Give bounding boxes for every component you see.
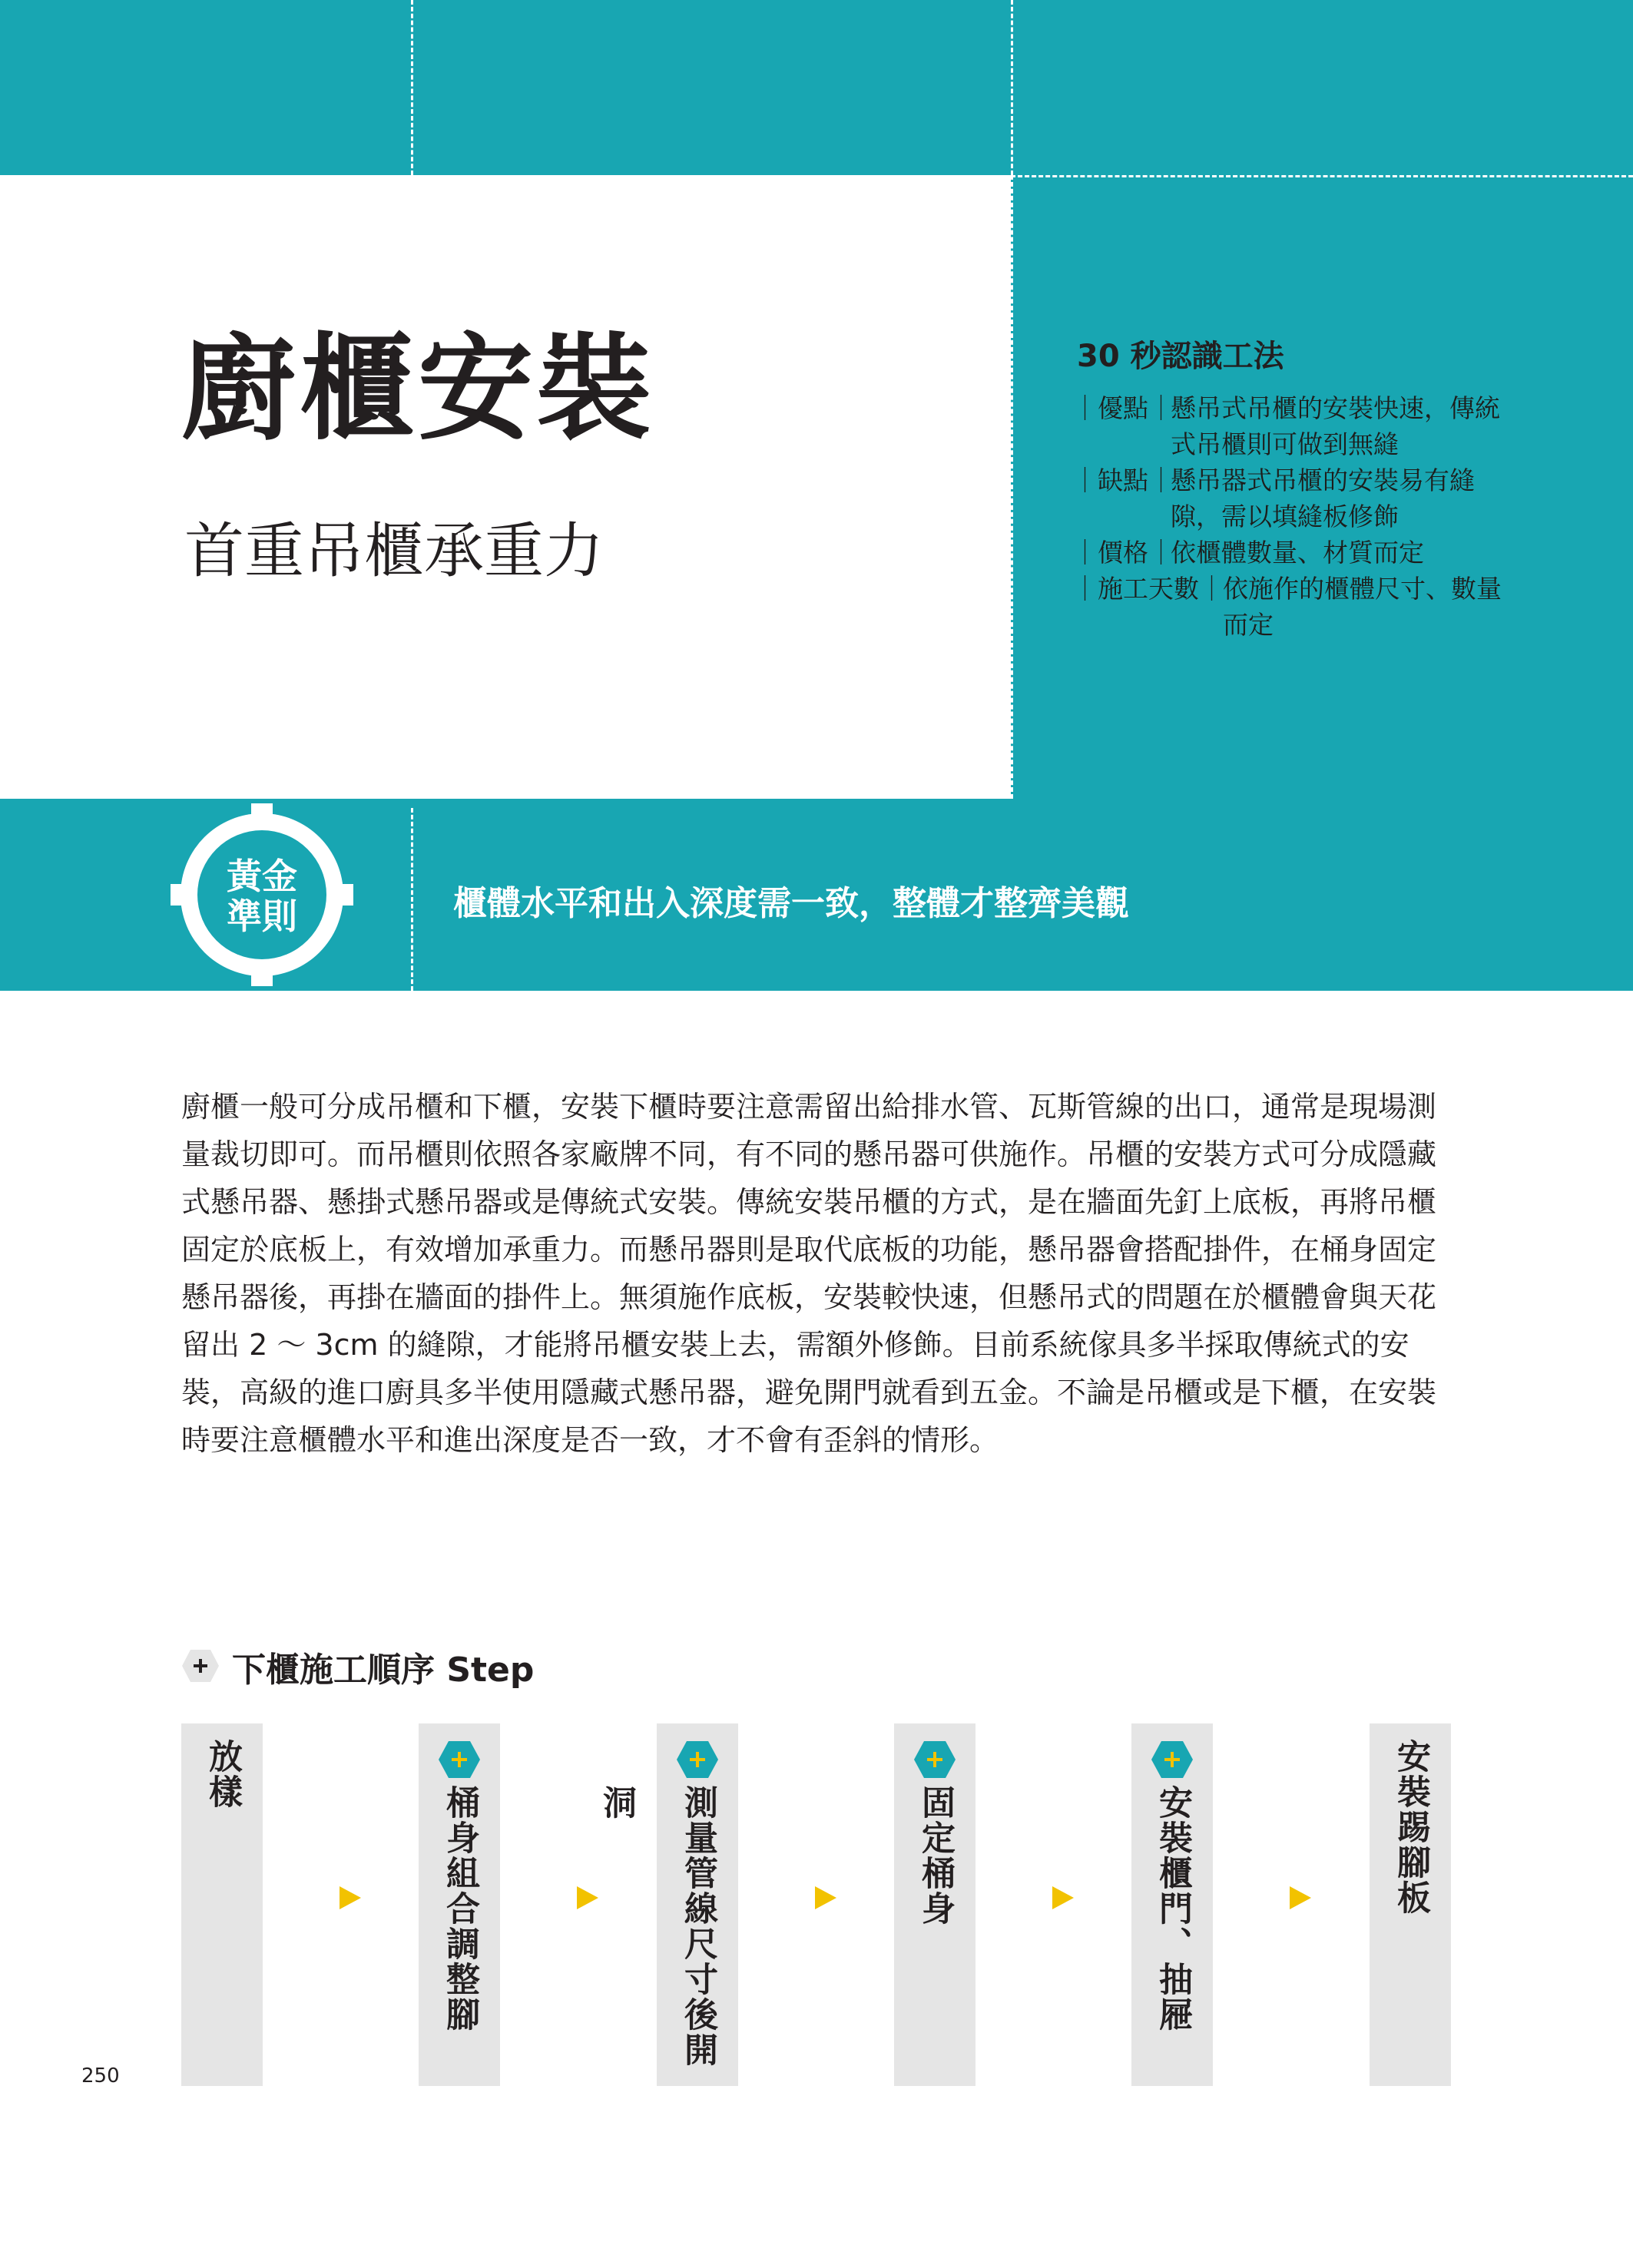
step-label: 桶身組合調整腳	[440, 1785, 479, 2032]
step-item	[1370, 1723, 1451, 2086]
arrow-right-icon	[340, 1886, 361, 1909]
step-label: 安裝踢腳板	[1391, 1739, 1430, 1915]
step-label: 安裝櫃門、抽屜	[1153, 1785, 1192, 2032]
golden-rule-badge-label: 黃金 準則	[227, 856, 297, 937]
golden-rule-text: 櫃體水平和出入深度需一致，整體才整齊美觀	[453, 884, 1129, 923]
quick-fact-pros	[1072, 390, 1533, 462]
arrow-right-icon	[577, 1886, 598, 1909]
step-label: 固定桶身	[916, 1785, 955, 1926]
quick-fact-label: ｜價格｜	[1072, 538, 1174, 568]
quick-fact-cons	[1072, 462, 1533, 535]
step-item	[181, 1723, 263, 2086]
arrow-right-icon	[815, 1886, 836, 1909]
dashed-divider	[1011, 0, 1013, 175]
quick-fact-text: 懸吊器式吊櫃的安裝易有縫 隙，需以填縫板修飾	[1171, 465, 1475, 531]
page-subtitle: 首重吊櫃承重力	[184, 517, 605, 586]
plus-icon	[438, 1740, 481, 1779]
plus-icon	[1151, 1740, 1194, 1779]
step-label: 測量管線尺寸後開洞	[597, 1785, 717, 2068]
steps-heading: 下櫃施工順序 Step	[232, 1651, 535, 1690]
quick-fact-text: 依施作的櫃體尺寸、數量 而定	[1223, 574, 1502, 640]
step-item	[419, 1723, 500, 2086]
body-paragraph: 廚櫃一般可分成吊櫃和下櫃，安裝下櫃時要注意需留出給排水管、瓦斯管線的出口，通常是現場測量裁切即可。而吊櫃則依照各家廠牌不同，有不同的懸吊器可供施作。吊櫃的安裝方式可分成隱藏式懸吊器、懸掛式懸吊器或是傳統式安裝。傳統安裝吊櫃的方式，是在牆面先釘上底板，再將吊櫃固定於底板上，有效增加承重力。而懸吊器則是取代底板的功能，懸吊器會搭配掛件，在桶身固定懸吊器後，再掛在牆面的掛件上。無須施作底板，安裝較快速，但懸吊式的問題在於櫃體會與天花留出 2 ～ 3cm 的縫隙，才能將吊櫃安裝上去，需額外修飾。目前系統傢具多半採取傳統式的安裝，高級的進口廚具多半使用隱藏式懸吊器，避免開門就看到五金。不論是吊櫃或是下櫃，在安裝時要注意櫃體水平和進出深度是否一致，才不會有歪斜的情形。	[181, 1090, 1437, 1457]
step-item	[1131, 1723, 1213, 2086]
quick-fact-text: 依櫃體數量、材質而定	[1171, 538, 1424, 568]
quick-fact-label: ｜優點｜	[1072, 393, 1174, 423]
step-item	[597, 1723, 738, 2086]
quick-fact-label: ｜缺點｜	[1072, 465, 1174, 495]
page-number: 250	[81, 2064, 120, 2088]
plus-icon	[676, 1740, 719, 1779]
quick-fact-text: 懸吊式吊櫃的安裝快速，傳統 式吊櫃則可做到無縫	[1171, 393, 1500, 459]
plus-icon	[181, 1649, 220, 1683]
dashed-divider	[411, 0, 413, 175]
arrow-right-icon	[1052, 1886, 1074, 1909]
header-band	[0, 0, 1633, 175]
arrow-right-icon	[1290, 1886, 1311, 1909]
dashed-divider	[1011, 175, 1633, 177]
dashed-divider	[411, 808, 413, 991]
step-item	[894, 1723, 975, 2086]
quick-fact-label: ｜施工天數｜	[1072, 574, 1224, 604]
quick-fact-duration	[1072, 571, 1533, 643]
dashed-divider	[1011, 175, 1013, 799]
plus-icon	[913, 1740, 956, 1779]
page-title: 廚櫃安裝	[181, 323, 655, 456]
quick-fact-price	[1072, 535, 1533, 571]
step-label: 放樣	[203, 1739, 242, 1809]
quick-facts-heading: 30 秒認識工法	[1077, 339, 1284, 374]
